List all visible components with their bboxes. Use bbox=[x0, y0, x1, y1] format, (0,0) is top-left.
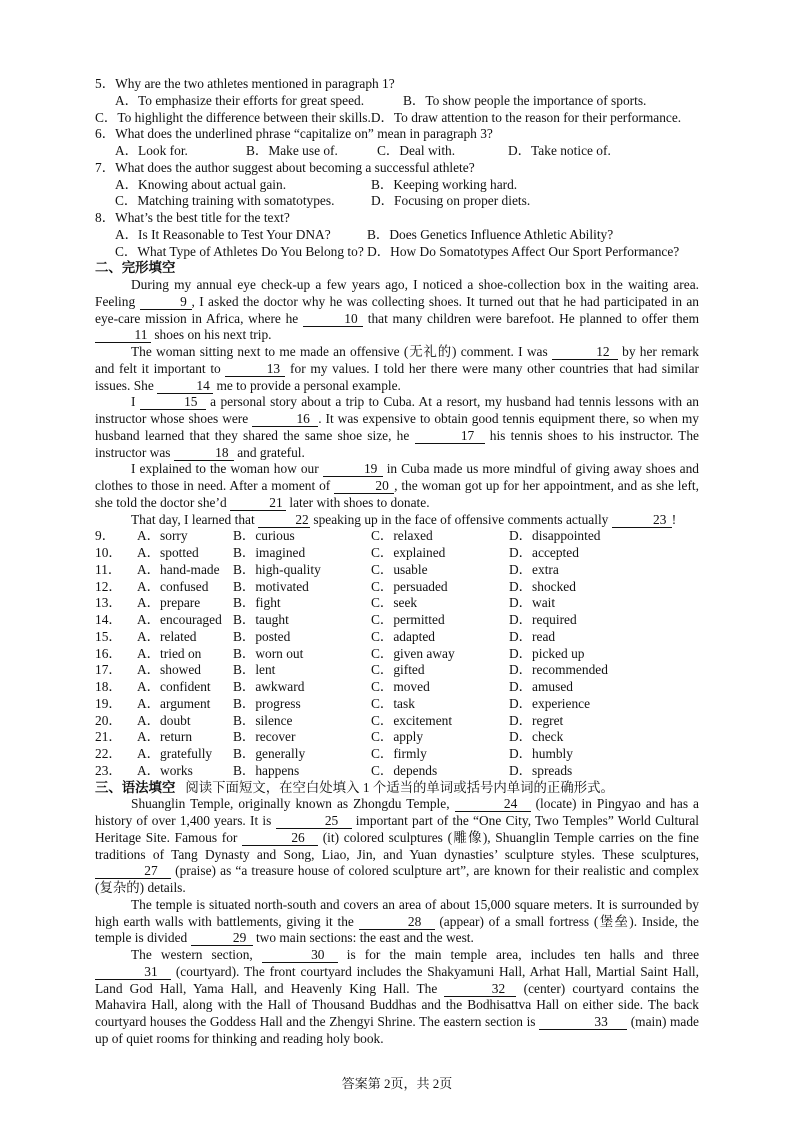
cloze-options bbox=[95, 528, 699, 779]
blank-10[interactable]: 10 bbox=[303, 312, 363, 327]
answer-option: B．To show people the importance of sports. bbox=[403, 92, 647, 108]
passage-text: (main) made up of quiet rooms for thinking and reading holy book. bbox=[95, 1014, 700, 1046]
answer-option: A．doubt bbox=[137, 712, 191, 728]
question-number: 22． bbox=[95, 746, 122, 761]
question-stem: 8．What’s the best title for the text? bbox=[95, 210, 290, 225]
passage-paragraph bbox=[95, 277, 699, 344]
blank-13[interactable]: 13 bbox=[225, 362, 285, 377]
question-stem: 5．Why are the two athletes mentioned in paragraph 1? bbox=[95, 76, 395, 91]
answer-option: C．given away bbox=[371, 645, 455, 661]
blank-24[interactable]: 24 bbox=[455, 797, 531, 812]
blank-32[interactable]: 32 bbox=[444, 982, 516, 997]
answer-option: B．curious bbox=[233, 528, 295, 544]
passage-text: (courtyard). The front courtyard includes the Shakyamuni Hall, Arhat Hall, Martial Saint Hall, Land God Hall, Yama Hall, and Heavenly King Hall. The bbox=[95, 963, 699, 996]
answer-option: C．usable bbox=[371, 561, 428, 577]
answer-option: C．relaxed bbox=[371, 528, 433, 544]
blank-11[interactable]: 11 bbox=[95, 328, 151, 343]
answer-option: B．fight bbox=[233, 595, 281, 611]
answer-option: A．sorry bbox=[137, 528, 188, 544]
answer-option: A．confused bbox=[137, 578, 209, 594]
passage-text: by her remark and felt it important to bbox=[95, 344, 699, 376]
answer-option: D．Take notice of. bbox=[508, 143, 611, 158]
question-number: 14． bbox=[95, 612, 122, 627]
question-number: 23． bbox=[95, 762, 122, 778]
grammar-instruction: 阅读下面短文，在空白处填入 1 个适当的单词或括号内单词的正确形式。 bbox=[185, 779, 614, 795]
blank-18[interactable]: 18 bbox=[174, 446, 234, 461]
answer-option: C．seek bbox=[371, 595, 418, 611]
cloze-option-row bbox=[95, 696, 699, 713]
passage-text: two main sections: the east and the west. bbox=[252, 930, 474, 946]
answer-option: D．amused bbox=[509, 679, 573, 694]
blank-26[interactable]: 26 bbox=[242, 831, 318, 846]
question-number: 17． bbox=[95, 662, 122, 678]
cloze-option-row bbox=[95, 746, 699, 763]
cloze-option-row bbox=[95, 713, 699, 730]
passage-text: I bbox=[131, 394, 140, 410]
blank-15[interactable]: 15 bbox=[140, 395, 206, 410]
answer-option: B．happens bbox=[233, 762, 300, 778]
answer-option: C．adapted bbox=[371, 628, 435, 644]
passage-text: Shuanglin Temple, originally known as Zhongdu Temple, bbox=[131, 796, 455, 812]
question-number: 10． bbox=[95, 545, 122, 560]
passage-text: a personal story about a trip to Cuba. At a resort, my husband had tennis lessons with an instructor whose shoes were bbox=[95, 394, 699, 426]
reading-questions bbox=[95, 76, 699, 260]
passage-text: . It was expensive to obtain good tennis equipment there, so when my husband learned that they shared the same shoe size, he bbox=[95, 411, 699, 443]
passage-text: shoes on his next trip. bbox=[151, 327, 272, 343]
answer-option: B．Keeping working hard. bbox=[371, 176, 518, 192]
answer-option: A．works bbox=[137, 762, 193, 778]
passage-paragraph bbox=[95, 461, 699, 511]
cloze-option-row bbox=[95, 662, 699, 679]
blank-19[interactable]: 19 bbox=[323, 462, 383, 477]
answer-option: A．return bbox=[137, 729, 193, 745]
answer-option: A．related bbox=[137, 628, 197, 644]
page-footer: 答案第 2页，共 2页 bbox=[341, 1076, 453, 1091]
question-number: 12． bbox=[95, 578, 122, 594]
option-row bbox=[95, 193, 699, 210]
cloze-option-row bbox=[95, 629, 699, 646]
passage-text: me to provide a personal example. bbox=[213, 377, 401, 393]
blank-25[interactable]: 25 bbox=[276, 814, 352, 829]
question-number: 9． bbox=[95, 528, 116, 544]
answer-option: C．excitement bbox=[371, 712, 453, 728]
passage-text: later with shoes to donate. bbox=[286, 494, 430, 510]
grammar-passage bbox=[95, 796, 699, 1047]
answer-option: A．Is It Reasonable to Test Your DNA? bbox=[115, 226, 331, 242]
cloze-option-row bbox=[95, 646, 699, 663]
blank-30[interactable]: 30 bbox=[262, 948, 338, 963]
answer-option: B．silence bbox=[233, 712, 293, 728]
cloze-option-row bbox=[95, 612, 699, 629]
passage-text: The temple is situated north-south and covers an area of about 15,000 square meters. It is surrounded by high earth walls with battlements, giving it the bbox=[95, 896, 699, 929]
blank-14[interactable]: 14 bbox=[157, 379, 213, 394]
answer-option: D．experience bbox=[509, 695, 591, 711]
answer-option: D．Focusing on proper diets. bbox=[371, 193, 531, 209]
cloze-heading: 二、完形填空 bbox=[95, 260, 176, 276]
answer-option: B．recover bbox=[233, 729, 296, 745]
answer-option: A．prepare bbox=[137, 595, 201, 611]
question-stem: 7．What does the author suggest about becoming a successful athlete? bbox=[95, 159, 475, 175]
blank-29[interactable]: 29 bbox=[191, 931, 253, 946]
answer-option: B．worn out bbox=[233, 645, 304, 661]
blank-12[interactable]: 12 bbox=[552, 345, 618, 360]
answer-option: A．Look for. bbox=[115, 143, 188, 158]
passage-text: (locate) in Pingyao and has a history of over 1,400 years. It is bbox=[95, 796, 699, 828]
answer-option: C．What Type of Athletes Do You Belong to? D．How Do Somatotypes Affect Our Sport Performance? bbox=[115, 243, 680, 259]
question-number: 16． bbox=[95, 645, 122, 661]
blank-33[interactable]: 33 bbox=[539, 1015, 627, 1030]
passage-text: That day, I learned that bbox=[131, 511, 259, 527]
answer-option: C．Deal with. bbox=[377, 143, 456, 158]
answer-option: A．showed bbox=[137, 662, 201, 678]
answer-option: B．progress bbox=[233, 695, 301, 711]
passage-paragraph bbox=[95, 897, 699, 947]
question-number: 20． bbox=[95, 712, 122, 728]
passage-text: and grateful. bbox=[233, 444, 305, 460]
answer-option: C．permitted bbox=[371, 612, 445, 627]
question-number: 21． bbox=[95, 729, 122, 745]
cloze-passage bbox=[95, 277, 699, 528]
answer-option: C．moved bbox=[371, 679, 430, 694]
answer-option: C．apply bbox=[371, 729, 424, 745]
answer-option: D．check bbox=[509, 729, 564, 745]
answer-option: A．tried on bbox=[137, 645, 202, 661]
passage-text: for my values. I told her there were many other countries that had similar issues. She bbox=[95, 360, 699, 393]
answer-option: B．generally bbox=[233, 746, 306, 761]
answer-option: A．gratefully bbox=[137, 746, 213, 761]
passage-text: During my annual eye check-up a few years ago, I noticed a shoe-collection box in the waiting area. Feeling bbox=[95, 277, 699, 309]
answer-option: D．extra bbox=[509, 561, 559, 577]
option-row bbox=[95, 110, 699, 127]
blank-31[interactable]: 31 bbox=[95, 965, 171, 980]
cloze-option-row bbox=[95, 545, 699, 562]
answer-option: C．explained bbox=[371, 545, 446, 560]
blank-23[interactable]: 23 bbox=[612, 513, 672, 528]
answer-option: A．confident bbox=[137, 679, 211, 694]
passage-paragraph bbox=[95, 344, 699, 394]
answer-option: C．persuaded bbox=[371, 578, 448, 594]
question-stem: 6．What does the underlined phrase “capitalize on” mean in paragraph 3? bbox=[95, 126, 493, 142]
option-row bbox=[95, 177, 699, 194]
cloze-option-row bbox=[95, 679, 699, 696]
answer-option: C．firmly bbox=[371, 746, 427, 761]
question-number: 15． bbox=[95, 628, 122, 644]
passage-text: is for the main temple area, includes ten halls and three bbox=[337, 947, 700, 962]
cloze-option-row bbox=[95, 595, 699, 612]
cloze-option-row bbox=[95, 579, 699, 596]
passage-text: (appear) of a small fortress (堡垒). Inside, the temple is divided bbox=[95, 913, 699, 946]
option-row bbox=[95, 227, 699, 244]
passage-text: speaking up in the face of offensive comments actually bbox=[310, 511, 612, 527]
passage-text: that many children were barefoot. He planned to offer them bbox=[363, 310, 700, 326]
answer-option: B．high-quality bbox=[233, 561, 321, 577]
answer-option: A．argument bbox=[137, 695, 211, 711]
blank-21[interactable]: 21 bbox=[230, 496, 286, 511]
answer-option: A．hand-made bbox=[137, 561, 220, 577]
answer-option: B．Does Genetics Influence Athletic Ability? bbox=[367, 226, 614, 242]
option-row bbox=[95, 244, 699, 261]
blank-9[interactable]: 9 bbox=[140, 295, 192, 310]
passage-paragraph bbox=[95, 947, 699, 1048]
answer-option: B．imagined bbox=[233, 545, 306, 560]
answer-option: D．accepted bbox=[509, 545, 579, 560]
answer-option: B．posted bbox=[233, 628, 291, 644]
question-number: 18． bbox=[95, 679, 122, 694]
answer-option: B．taught bbox=[233, 612, 289, 627]
answer-option: C．Matching training with somatotypes. bbox=[115, 193, 335, 209]
document-page bbox=[95, 76, 699, 1048]
answer-option: A．Knowing about actual gain. bbox=[115, 176, 287, 192]
answer-option: A．To emphasize their efforts for great speed. bbox=[115, 92, 365, 108]
cloze-section bbox=[95, 260, 699, 779]
cloze-option-row bbox=[95, 729, 699, 746]
answer-option: D．read bbox=[509, 628, 556, 644]
answer-option: C．task bbox=[371, 695, 415, 711]
answer-option: A．encouraged bbox=[137, 612, 222, 627]
passage-text: The western section, bbox=[131, 947, 262, 962]
passage-text: , the woman got up for her appointment, and as she left, she told the doctor she’d bbox=[95, 478, 699, 510]
passage-text: important part of the “One City, Two Temples” World Cultural Heritage Site. Famous for bbox=[95, 813, 699, 845]
passage-text: his tennis shoes to his instructor. The instructor was bbox=[95, 427, 700, 460]
passage-text: , I asked the doctor why he was collecting shoes. It turned out that he had participated in an eye-care mission in Africa, where he bbox=[95, 293, 700, 326]
question-number: 13． bbox=[95, 595, 122, 611]
answer-option: D．picked up bbox=[509, 645, 585, 661]
blank-20[interactable]: 20 bbox=[334, 479, 394, 494]
passage-paragraph bbox=[95, 394, 699, 461]
grammar-heading: 三、语法填空 bbox=[95, 779, 176, 795]
option-row bbox=[95, 93, 699, 110]
answer-option: B．lent bbox=[233, 662, 276, 678]
passage-text: (praise) as “a treasure house of colored sculpture art”, are known for their realistic and complex (复杂的) details. bbox=[95, 863, 699, 895]
answer-option: B．Make use of. bbox=[246, 143, 338, 158]
cloze-option-row bbox=[95, 528, 699, 545]
blank-28[interactable]: 28 bbox=[359, 915, 435, 930]
answer-option: C．gifted bbox=[371, 662, 425, 678]
answer-option: D．shocked bbox=[509, 578, 576, 594]
answer-option: B．motivated bbox=[233, 578, 309, 594]
blank-27[interactable]: 27 bbox=[95, 864, 171, 879]
answer-option: D．wait bbox=[509, 595, 556, 611]
passage-text: (center) courtyard contains the Mahavira Hall, along with the Hall of Thousand Buddhas and the Bodhisattva Hall on either side. The back courtyard houses the Goddess Hall and the Zhengyi Shrine. The eastern section is bbox=[95, 980, 700, 1029]
answer-option: C．depends bbox=[371, 762, 438, 778]
passage-paragraph bbox=[95, 512, 699, 529]
answer-option: D．recommended bbox=[509, 662, 608, 678]
question-number: 11． bbox=[95, 561, 122, 577]
passage-text: The woman sitting next to me made an offensive (无礼的) comment. I was bbox=[131, 344, 552, 359]
answer-option: D．spreads bbox=[509, 762, 573, 778]
passage-text: in Cuba made us more mindful of giving away shoes and clothes to those in need. After a moment of bbox=[95, 461, 699, 493]
answer-option: D．humbly bbox=[509, 746, 573, 761]
question-number: 19． bbox=[95, 695, 122, 711]
answer-option: C．To highlight the difference between their skills.D．To draw attention to the reason for their performance. bbox=[95, 109, 682, 125]
passage-paragraph bbox=[95, 796, 699, 897]
cloze-option-row bbox=[95, 763, 699, 780]
blank-17[interactable]: 17 bbox=[415, 429, 485, 444]
passage-text: (it) colored sculptures (雕像), Shuanglin Temple carries on the fine traditions of Tang Dynasty and Song, Liao, Jin, and Yuan dynasties’ sculpture styles. These sculptures, bbox=[95, 829, 699, 862]
answer-option: D．required bbox=[509, 612, 577, 627]
blank-16[interactable]: 16 bbox=[252, 412, 318, 427]
option-row bbox=[95, 143, 699, 160]
grammar-section bbox=[95, 780, 699, 1048]
answer-option: A．spotted bbox=[137, 545, 199, 560]
cloze-option-row bbox=[95, 562, 699, 579]
answer-option: B．awkward bbox=[233, 679, 305, 694]
passage-text: ! bbox=[671, 511, 677, 527]
answer-option: D．disappointed bbox=[509, 528, 601, 544]
blank-22[interactable]: 22 bbox=[258, 513, 310, 528]
answer-option: D．regret bbox=[509, 712, 564, 728]
passage-text: I explained to the woman how our bbox=[131, 461, 323, 477]
